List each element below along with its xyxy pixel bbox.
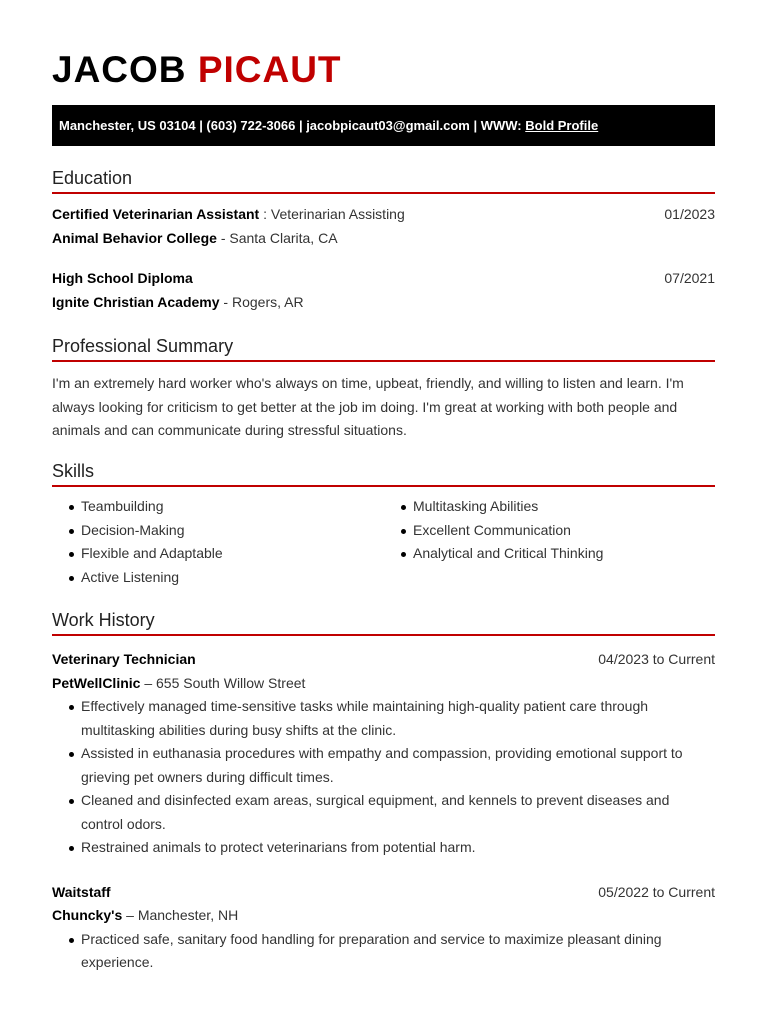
section-title: Skills: [52, 459, 715, 487]
summary-section: [52, 334, 715, 443]
skill-item: Excellent Communication: [384, 519, 715, 543]
job-title: Waitstaff: [52, 883, 111, 900]
skills-list: [52, 495, 715, 589]
skills-section: [52, 459, 715, 589]
contact-bar: [52, 105, 715, 146]
work-section: [52, 608, 715, 975]
education-entry: [52, 203, 715, 250]
skills-column-right: [384, 495, 715, 589]
company: PetWellClinic: [52, 674, 141, 691]
job-entry: [52, 881, 715, 975]
section-title: Education: [52, 166, 715, 194]
candidate-name: [52, 48, 342, 92]
bullet-item: Assisted in euthanasia procedures with empathy and compassion, providing emotional support to grieving pet owners during difficult times.: [52, 742, 715, 789]
date: 07/2021: [664, 270, 715, 286]
school: Animal Behavior College: [52, 229, 217, 246]
job-title: Veterinary Technician: [52, 651, 196, 667]
contact-info: Manchester, US 03104 | (603) 722-3066 | jacobpicaut03@gmail.com | WWW:: [59, 118, 526, 133]
job-date: 04/2023 to Current: [598, 651, 715, 667]
section-title: Work History: [52, 608, 715, 636]
degree: High School Diploma: [52, 270, 193, 286]
section-title: Professional Summary: [52, 334, 715, 362]
separator: :: [259, 206, 271, 222]
job-date: 05/2022 to Current: [598, 883, 715, 900]
bullet-item: Practiced safe, sanitary food handling for preparation and service to maximize pleasant dining experience.: [52, 928, 715, 975]
summary-text: I'm an extremely hard worker who's always on time, upbeat, friendly, and willing to listen and learn. I'm always looking for criticism to get better at the job im doing. I'm great at working with both people and animals and can communicate during stressful situations.: [52, 375, 684, 438]
education-section: [52, 166, 715, 314]
skill-item: Decision-Making: [52, 519, 384, 543]
school: Ignite Christian Academy: [52, 293, 220, 310]
bullet-item: Restrained animals to protect veterinarians from potential harm.: [52, 836, 715, 860]
company-location: – Manchester, NH: [122, 907, 239, 923]
profile-link[interactable]: Bold Profile: [525, 118, 599, 133]
company: Chuncky's: [52, 907, 123, 923]
location: - Rogers, AR: [219, 293, 304, 310]
job-bullets: [52, 928, 715, 975]
company-location: – 655 South Willow Street: [140, 674, 306, 691]
skills-column-left: [52, 495, 384, 589]
bullet-item: Cleaned and disinfected exam areas, surgical equipment, and kennels to prevent diseases and control odors.: [52, 789, 715, 836]
location: - Santa Clarita, CA: [216, 229, 338, 246]
skill-item: Multitasking Abilities: [384, 495, 715, 519]
date: 01/2023: [664, 206, 715, 222]
skill-item: Flexible and Adaptable: [52, 542, 384, 566]
job-entry: [52, 648, 715, 860]
education-entry: [52, 267, 715, 314]
job-bullets: [52, 695, 715, 860]
skill-item: Teambuilding: [52, 495, 384, 519]
field-of-study: Veterinarian Assisting: [270, 206, 405, 222]
last-name: PICAUT: [197, 49, 342, 90]
skill-item: Active Listening: [52, 566, 384, 590]
bullet-item: Effectively managed time-sensitive tasks while maintaining high-quality patient care through multitasking abilities during busy shifts at the clinic.: [52, 695, 715, 742]
first-name: JACOB: [52, 49, 187, 90]
degree: Certified Veterinarian Assistant: [52, 206, 260, 222]
skill-item: Analytical and Critical Thinking: [384, 542, 715, 566]
